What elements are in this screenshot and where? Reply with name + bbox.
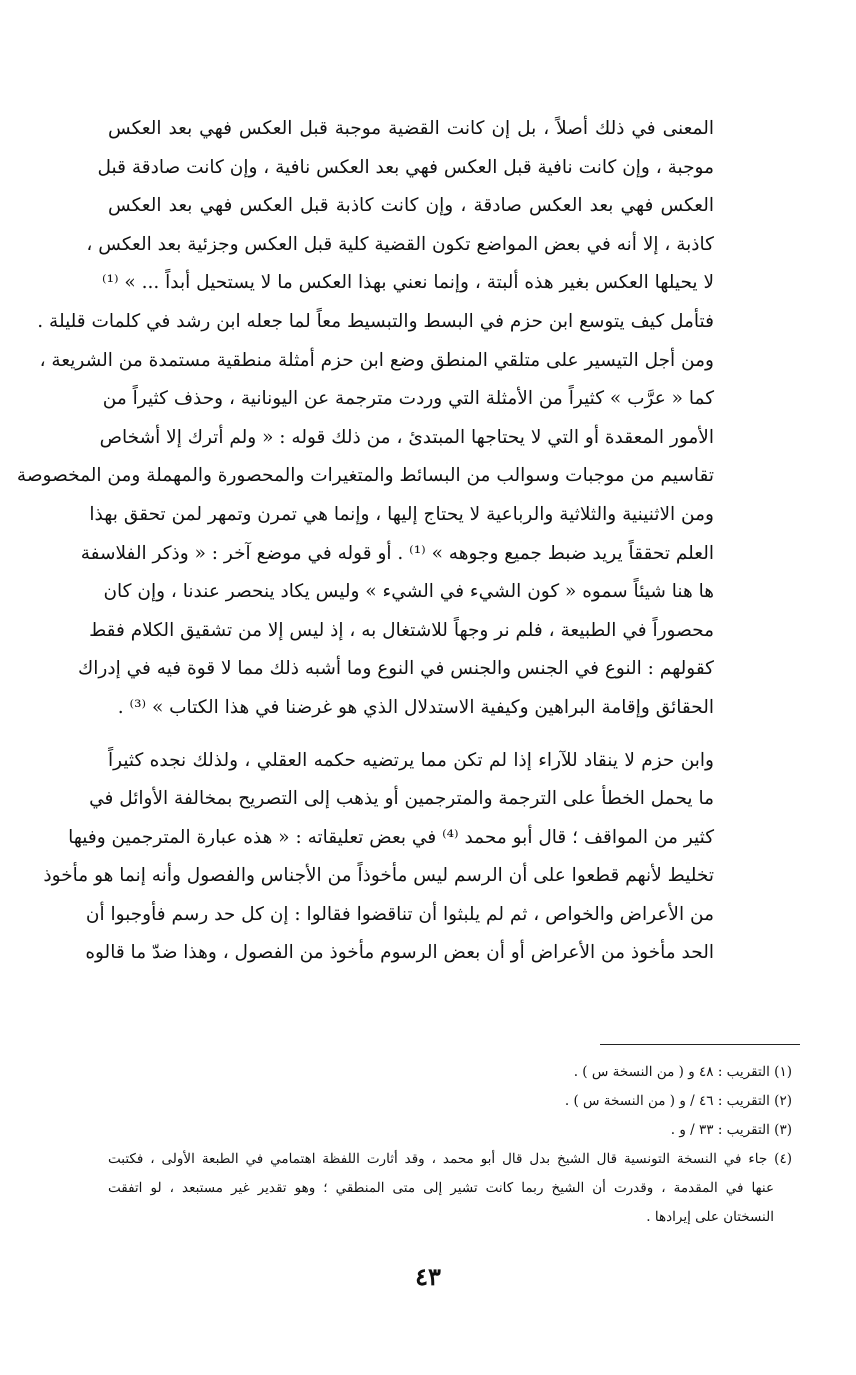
text-line: كاذبة ، إلا أنه في بعض المواضع تكون القضية كلية قبل العكس وجزئية بعد العكس ، [86, 233, 714, 255]
text-line: العكس فهي بعد العكس صادقة ، وإن كانت كاذبة قبل العكس فهي بعد العكس [108, 195, 714, 217]
text-line: وابن حزم لا ينقاد للآراء إذا لم تكن مما يرتضيه حكمه العقلي ، ولذلك نجده كثيراً [108, 749, 714, 771]
text-line: المعنى في ذلك أصلاً ، بل إن كانت القضية موجبة قبل العكس فهي بعد العكس [108, 118, 714, 139]
text-line: كما « عرَّب » كثيراً من الأمثلة التي وردت مترجمة عن اليونانية ، وحذف كثيراً من [102, 388, 714, 410]
text-line: العلم تحققاً يريد ضبط جميع وجوهه » ⁽¹⁾ . أو قوله في موضع آخر : « وذكر الفلاسفة [80, 542, 714, 564]
text-line: الحد مأخوذ من الأعراض أو أن بعض الرسوم مأخوذ من الفصول ، وهذا ضدّ ما قالوه [85, 942, 714, 964]
text-line: محصوراً في الطبيعة ، فلم نر وجهاً للاشتغال به ، إذ ليس إلا من تشقيق الكلام فقط [89, 619, 714, 641]
text-line: تخليط لأنهم قطعوا على أن الرسم ليس مأخوذاً من الأجناس والفصول وأنه إنما هو مأخوذ [43, 865, 714, 887]
footnote-2: (٢) التقريب : ٤٦ / و ( من النسخة س ) . [564, 1093, 792, 1109]
text-line: الحقائق وإقامة البراهين وكيفية الاستدلال الذي هو غرضنا في هذا الكتاب » ⁽³⁾ . [117, 696, 714, 718]
text-line: كقولهم : النوع في الجنس والجنس في النوع وما أشبه ذلك مما لا قوة فيه في إدراك [78, 658, 714, 680]
footnote-3: (٣) التقريب : ٣٣ / و . [670, 1122, 792, 1138]
text-line: كثير من المواقف ؛ قال أبو محمد ⁽⁴⁾ في بعض تعليقاته : « هذه عبارة المترجمين وفيها [68, 826, 714, 848]
footnote-separator [600, 1044, 800, 1045]
text-line: ما يحمل الخطأ على الترجمة والمترجمين أو يذهب إلى التصريح بمخالفة الأوائل في [89, 788, 714, 810]
paragraph-gap [108, 728, 714, 742]
page-number: ٤٣ [415, 1262, 441, 1291]
text-line: ها هنا شيئاً سموه « كون الشيء في الشيء » وليس يكاد ينحصر عندنا ، وإن كان [103, 581, 714, 603]
main-text [16, 110, 714, 973]
text-line: موجبة ، وإن كانت نافية قبل العكس فهي بعد العكس نافية ، وإن كانت صادقة قبل [97, 156, 714, 178]
footnote-1: (١) التقريب : ٤٨ و ( من النسخة س ) . [573, 1064, 792, 1080]
text-line: الأمور المعقدة أو التي لا يحتاجها المبتدئ ، من ذلك قوله : « ولم أترك إلا أشخاص [99, 426, 714, 448]
footnote-4-continuation: النسختان على إيرادها . [646, 1209, 774, 1225]
text-line: تقاسيم من موجبات وسوالب من البسائط والمتغيرات والمحصورة والمهملة ومن المخصوصة [16, 465, 714, 487]
text-line: ومن الاثنينية والثلاثية والرباعية لا يحتاج إليها ، وإنما هي تمرن وتمهر لمن تحقق بهذا [89, 503, 714, 525]
text-line: لا يحيلها العكس بغير هذه ألبتة ، وإنما نعني بهذا العكس ما لا يستحيل أبداً ... » ⁽¹⁾ [102, 272, 714, 294]
footnotes [108, 1058, 792, 1232]
text-line: فتأمل كيف يتوسع ابن حزم في البسط والتبسيط معاً لما جعله ابن رشد في كلمات قليلة . [37, 310, 714, 332]
text-line: ومن أجل التيسير على متلقي المنطق وضع ابن حزم أمثلة منطقية مستمدة من الشريعة ، [39, 349, 714, 371]
footnote-4-continuation: عنها في المقدمة ، وقدرت أن الشيخ ربما كانت تشير إلى متى المنطقي ؛ وهو تقدير غير مستبعد ، لو اتفقت [108, 1180, 774, 1196]
footnote-4: (٤) جاء في النسخة التونسية قال الشيخ بدل قال أبو محمد ، وقد أثارت اللفظة اهتمامي في الطبعة الأولى ، فكتبت [108, 1151, 792, 1167]
text-line: من الأعراض والخواص ، ثم لم يلبثوا أن تناقضوا فقالوا : إن كل حد رسم فأوجبوا أن [85, 903, 714, 925]
